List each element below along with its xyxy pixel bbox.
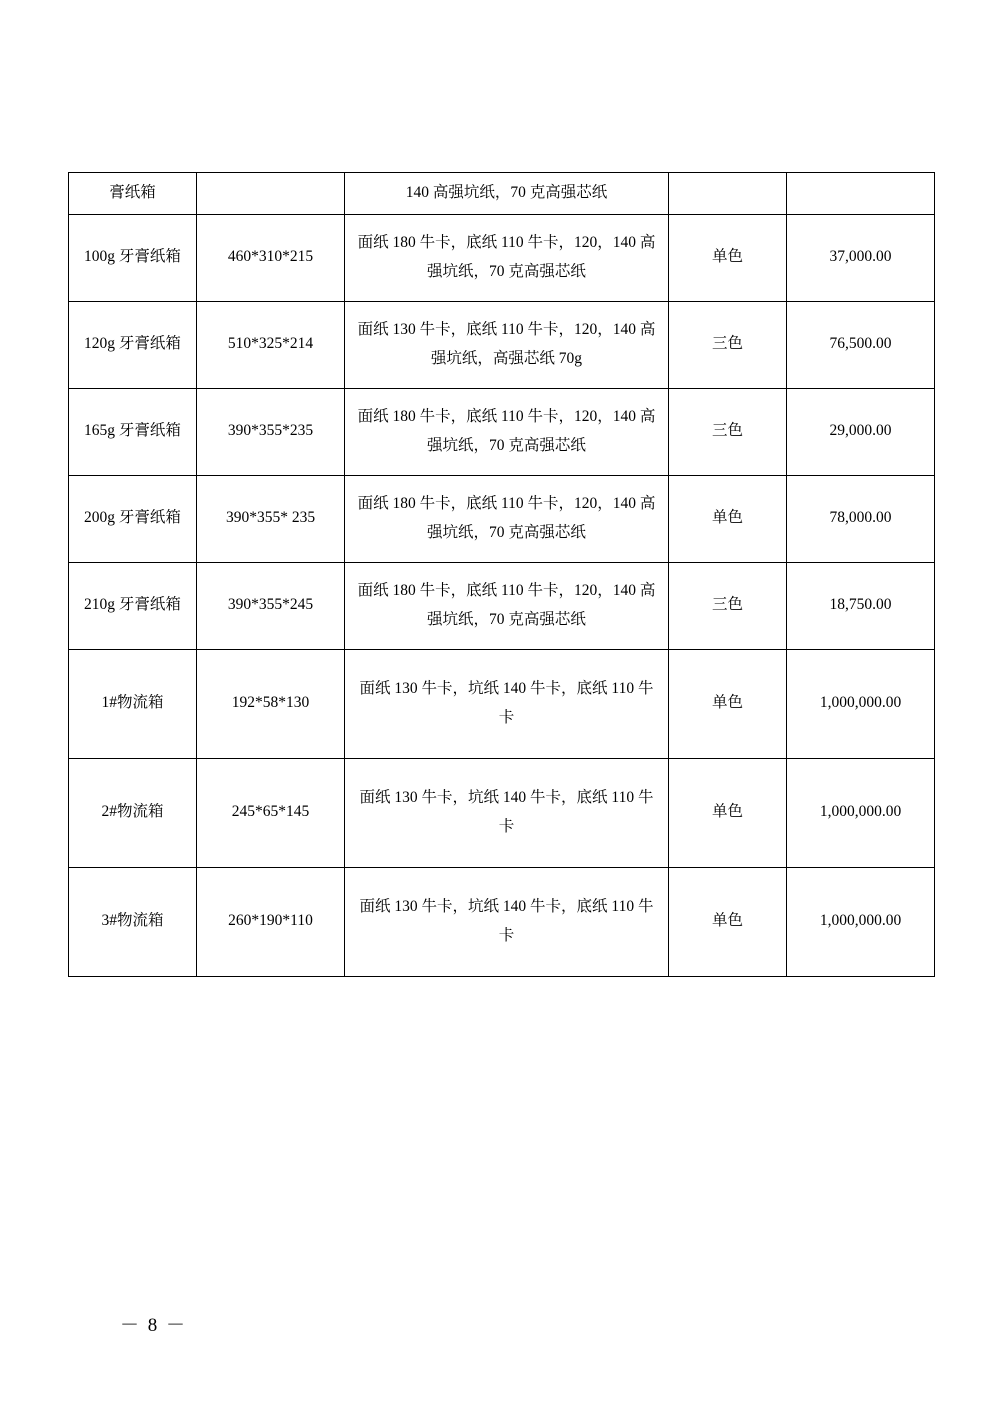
product-spec-table (68, 172, 935, 977)
table-row (69, 475, 935, 562)
cell-material: 面纸 180 牛卡，底纸 110 牛卡，120，140 高强坑纸，70 克高强芯纸 (345, 475, 669, 562)
cell-color (669, 173, 787, 215)
cell-quantity: 18,750.00 (787, 562, 935, 649)
cell-product-name: 120g 牙膏纸箱 (69, 301, 197, 388)
cell-size (197, 173, 345, 215)
table-row (69, 758, 935, 867)
cell-color: 三色 (669, 301, 787, 388)
cell-color: 三色 (669, 562, 787, 649)
table-row (69, 649, 935, 758)
table-body (69, 173, 935, 977)
cell-quantity (787, 173, 935, 215)
table-row (69, 562, 935, 649)
cell-size: 245*65*145 (197, 758, 345, 867)
cell-quantity: 29,000.00 (787, 388, 935, 475)
cell-material: 面纸 180 牛卡，底纸 110 牛卡，120，140 高强坑纸，70 克高强芯纸 (345, 388, 669, 475)
cell-product-name: 200g 牙膏纸箱 (69, 475, 197, 562)
cell-color: 三色 (669, 388, 787, 475)
cell-size: 460*310*215 (197, 214, 345, 301)
cell-material: 面纸 180 牛卡，底纸 110 牛卡，120，140 高强坑纸，70 克高强芯纸 (345, 214, 669, 301)
table-row (69, 867, 935, 976)
cell-product-name: 210g 牙膏纸箱 (69, 562, 197, 649)
table-row (69, 173, 935, 215)
table-row (69, 388, 935, 475)
cell-size: 192*58*130 (197, 649, 345, 758)
cell-size: 390*355* 235 (197, 475, 345, 562)
cell-product-name: 2#物流箱 (69, 758, 197, 867)
cell-material: 面纸 130 牛卡，坑纸 140 牛卡，底纸 110 牛卡 (345, 867, 669, 976)
cell-size: 510*325*214 (197, 301, 345, 388)
cell-color: 单色 (669, 758, 787, 867)
cell-quantity: 78,000.00 (787, 475, 935, 562)
cell-product-name: 1#物流箱 (69, 649, 197, 758)
table-row (69, 301, 935, 388)
cell-quantity: 76,500.00 (787, 301, 935, 388)
cell-product-name: 100g 牙膏纸箱 (69, 214, 197, 301)
cell-material: 面纸 130 牛卡，底纸 110 牛卡，120，140 高强坑纸，高强芯纸 70g (345, 301, 669, 388)
table-row (69, 214, 935, 301)
cell-product-name: 膏纸箱 (69, 173, 197, 215)
cell-size: 390*355*245 (197, 562, 345, 649)
page-number: － 8 － (120, 1315, 188, 1336)
cell-material: 140 高强坑纸，70 克高强芯纸 (345, 173, 669, 215)
cell-quantity: 1,000,000.00 (787, 867, 935, 976)
cell-product-name: 3#物流箱 (69, 867, 197, 976)
cell-quantity: 1,000,000.00 (787, 758, 935, 867)
cell-product-name: 165g 牙膏纸箱 (69, 388, 197, 475)
cell-color: 单色 (669, 649, 787, 758)
cell-color: 单色 (669, 867, 787, 976)
cell-material: 面纸 130 牛卡，坑纸 140 牛卡，底纸 110 牛卡 (345, 758, 669, 867)
cell-quantity: 37,000.00 (787, 214, 935, 301)
cell-quantity: 1,000,000.00 (787, 649, 935, 758)
cell-size: 390*355*235 (197, 388, 345, 475)
cell-color: 单色 (669, 475, 787, 562)
cell-color: 单色 (669, 214, 787, 301)
cell-material: 面纸 180 牛卡，底纸 110 牛卡，120，140 高强坑纸，70 克高强芯纸 (345, 562, 669, 649)
cell-material: 面纸 130 牛卡，坑纸 140 牛卡，底纸 110 牛卡 (345, 649, 669, 758)
cell-size: 260*190*110 (197, 867, 345, 976)
